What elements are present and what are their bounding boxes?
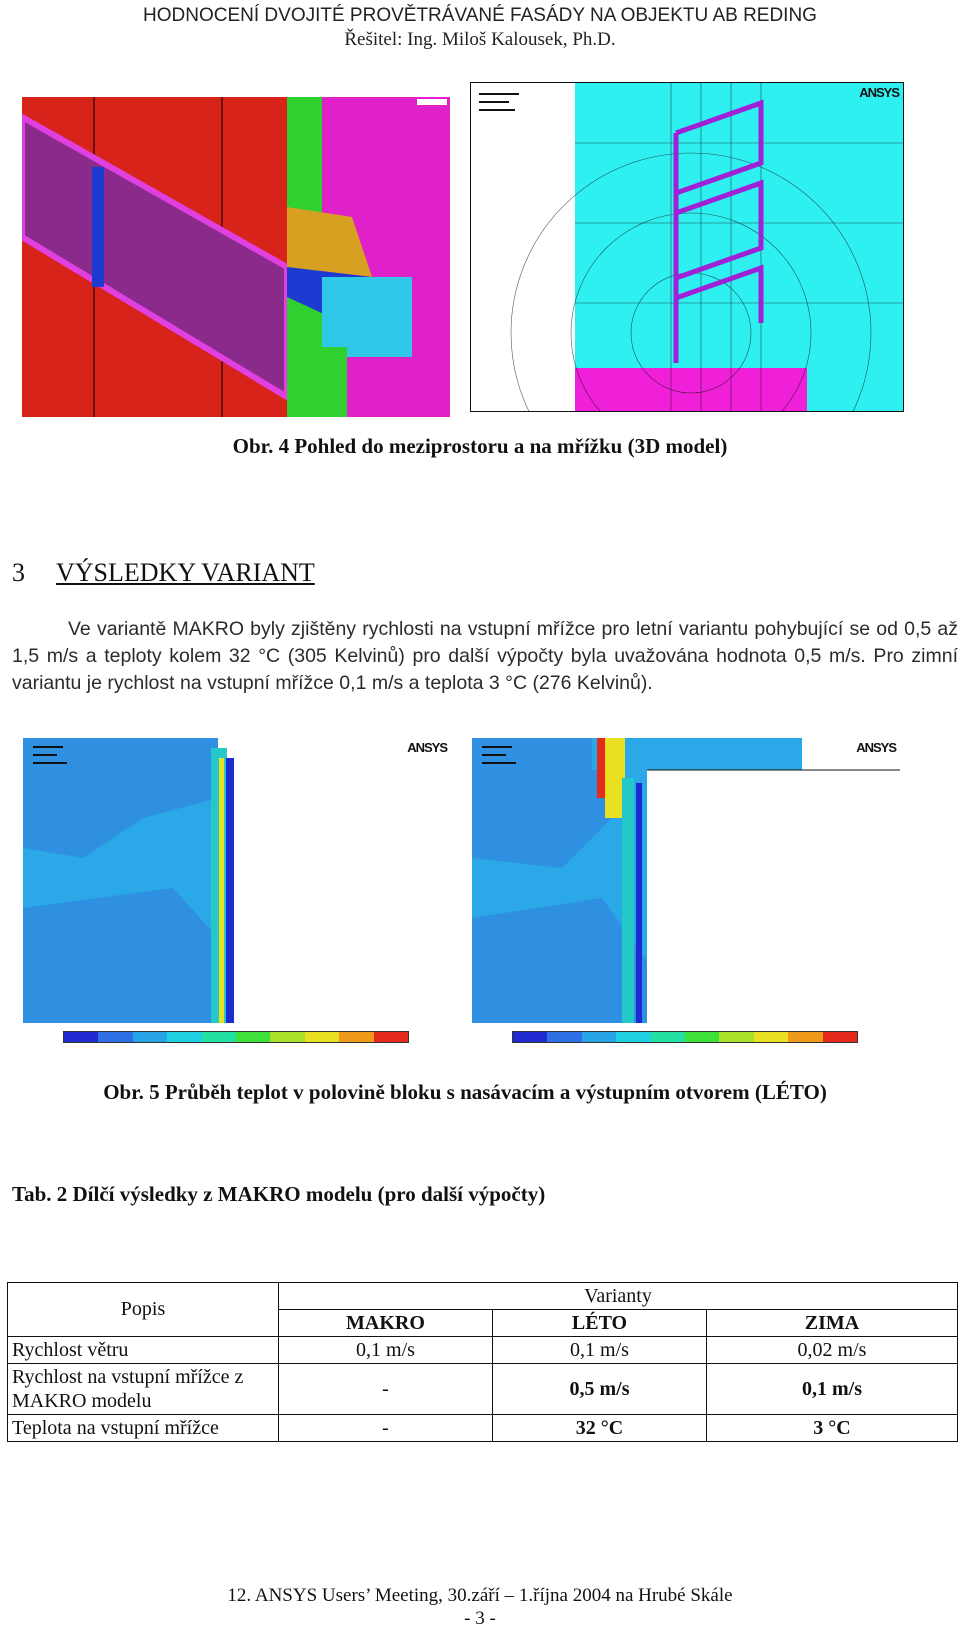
table-row [8, 1337, 958, 1364]
header-makro: MAKRO [279, 1310, 493, 1337]
page-number: - 3 - [464, 1608, 496, 1629]
temperature-legend-left [63, 1031, 409, 1043]
header-leto: LÉTO [493, 1310, 707, 1337]
ansys-logo: ANSYS [407, 740, 447, 755]
header-popis: Popis [8, 1283, 279, 1337]
body-paragraph: Ve variantě MAKRO byly zjištěny rychlosti na vstupní mřížce pro letní variantu pohybující se od 0,5 až 1,5 m/s a teploty kolem 32 °C (305 Kelvinů) pro další výpočty byla uvažována hodnota 0,5 m/s. Pro zimní variantu je rychlost na vstupní mřížce 0,1 m/s a teplota 3 °C (276 Kelvinů). [12, 618, 958, 694]
table-caption: Tab. 2 Dílčí výsledky z MAKRO modelu (pro další výpočty) [12, 1182, 546, 1206]
ansys-logo: ANSYS [856, 740, 896, 755]
ansys-logo: ANSYS [859, 85, 899, 100]
cell-leto: 0,5 m/s [493, 1364, 707, 1415]
row-label: Rychlost na vstupní mřížce z MAKRO modelu [8, 1364, 279, 1415]
temperature-legend-right [512, 1031, 858, 1043]
section-heading [12, 558, 315, 588]
figure4-left-image [22, 97, 450, 417]
table-header-row [8, 1283, 958, 1310]
figure5-left-image [23, 738, 451, 1058]
cell-zima: 0,1 m/s [707, 1364, 958, 1415]
section-title: VÝSLEDKY VARIANT [56, 558, 315, 587]
row-label: Teplota na vstupní mřížce [8, 1415, 279, 1442]
figure5-right-image [472, 738, 900, 1058]
author-line: Řešitel: Ing. Miloš Kalousek, Ph.D. [344, 29, 616, 50]
table-row [8, 1415, 958, 1442]
footer-line: 12. ANSYS Users’ Meeting, 30.září – 1.října 2004 na Hrubé Skále [227, 1585, 733, 1606]
row-label: Rychlost větru [8, 1337, 279, 1364]
section-number: 3 [12, 558, 25, 587]
cell-zima: 3 °C [707, 1415, 958, 1442]
figure4-caption: Obr. 4 Pohled do meziprostoru a na mřížku (3D model) [232, 434, 728, 458]
header-varianty: Varianty [279, 1283, 958, 1310]
cell-leto: 0,1 m/s [493, 1337, 707, 1364]
results-table [7, 1282, 958, 1442]
header-zima: ZIMA [707, 1310, 958, 1337]
running-header: HODNOCENÍ DVOJITÉ PROVĚTRÁVANÉ FASÁDY NA OBJEKTU AB REDING [143, 5, 817, 26]
cell-makro: - [279, 1415, 493, 1442]
figure4-right-image [470, 82, 904, 412]
cell-makro: 0,1 m/s [279, 1337, 493, 1364]
table-row [8, 1364, 958, 1415]
cell-makro: - [279, 1364, 493, 1415]
figure5-caption: Obr. 5 Průběh teplot v polovině bloku s nasávacím a výstupním otvorem (LÉTO) [103, 1080, 827, 1104]
cell-zima: 0,02 m/s [707, 1337, 958, 1364]
cell-leto: 32 °C [493, 1415, 707, 1442]
